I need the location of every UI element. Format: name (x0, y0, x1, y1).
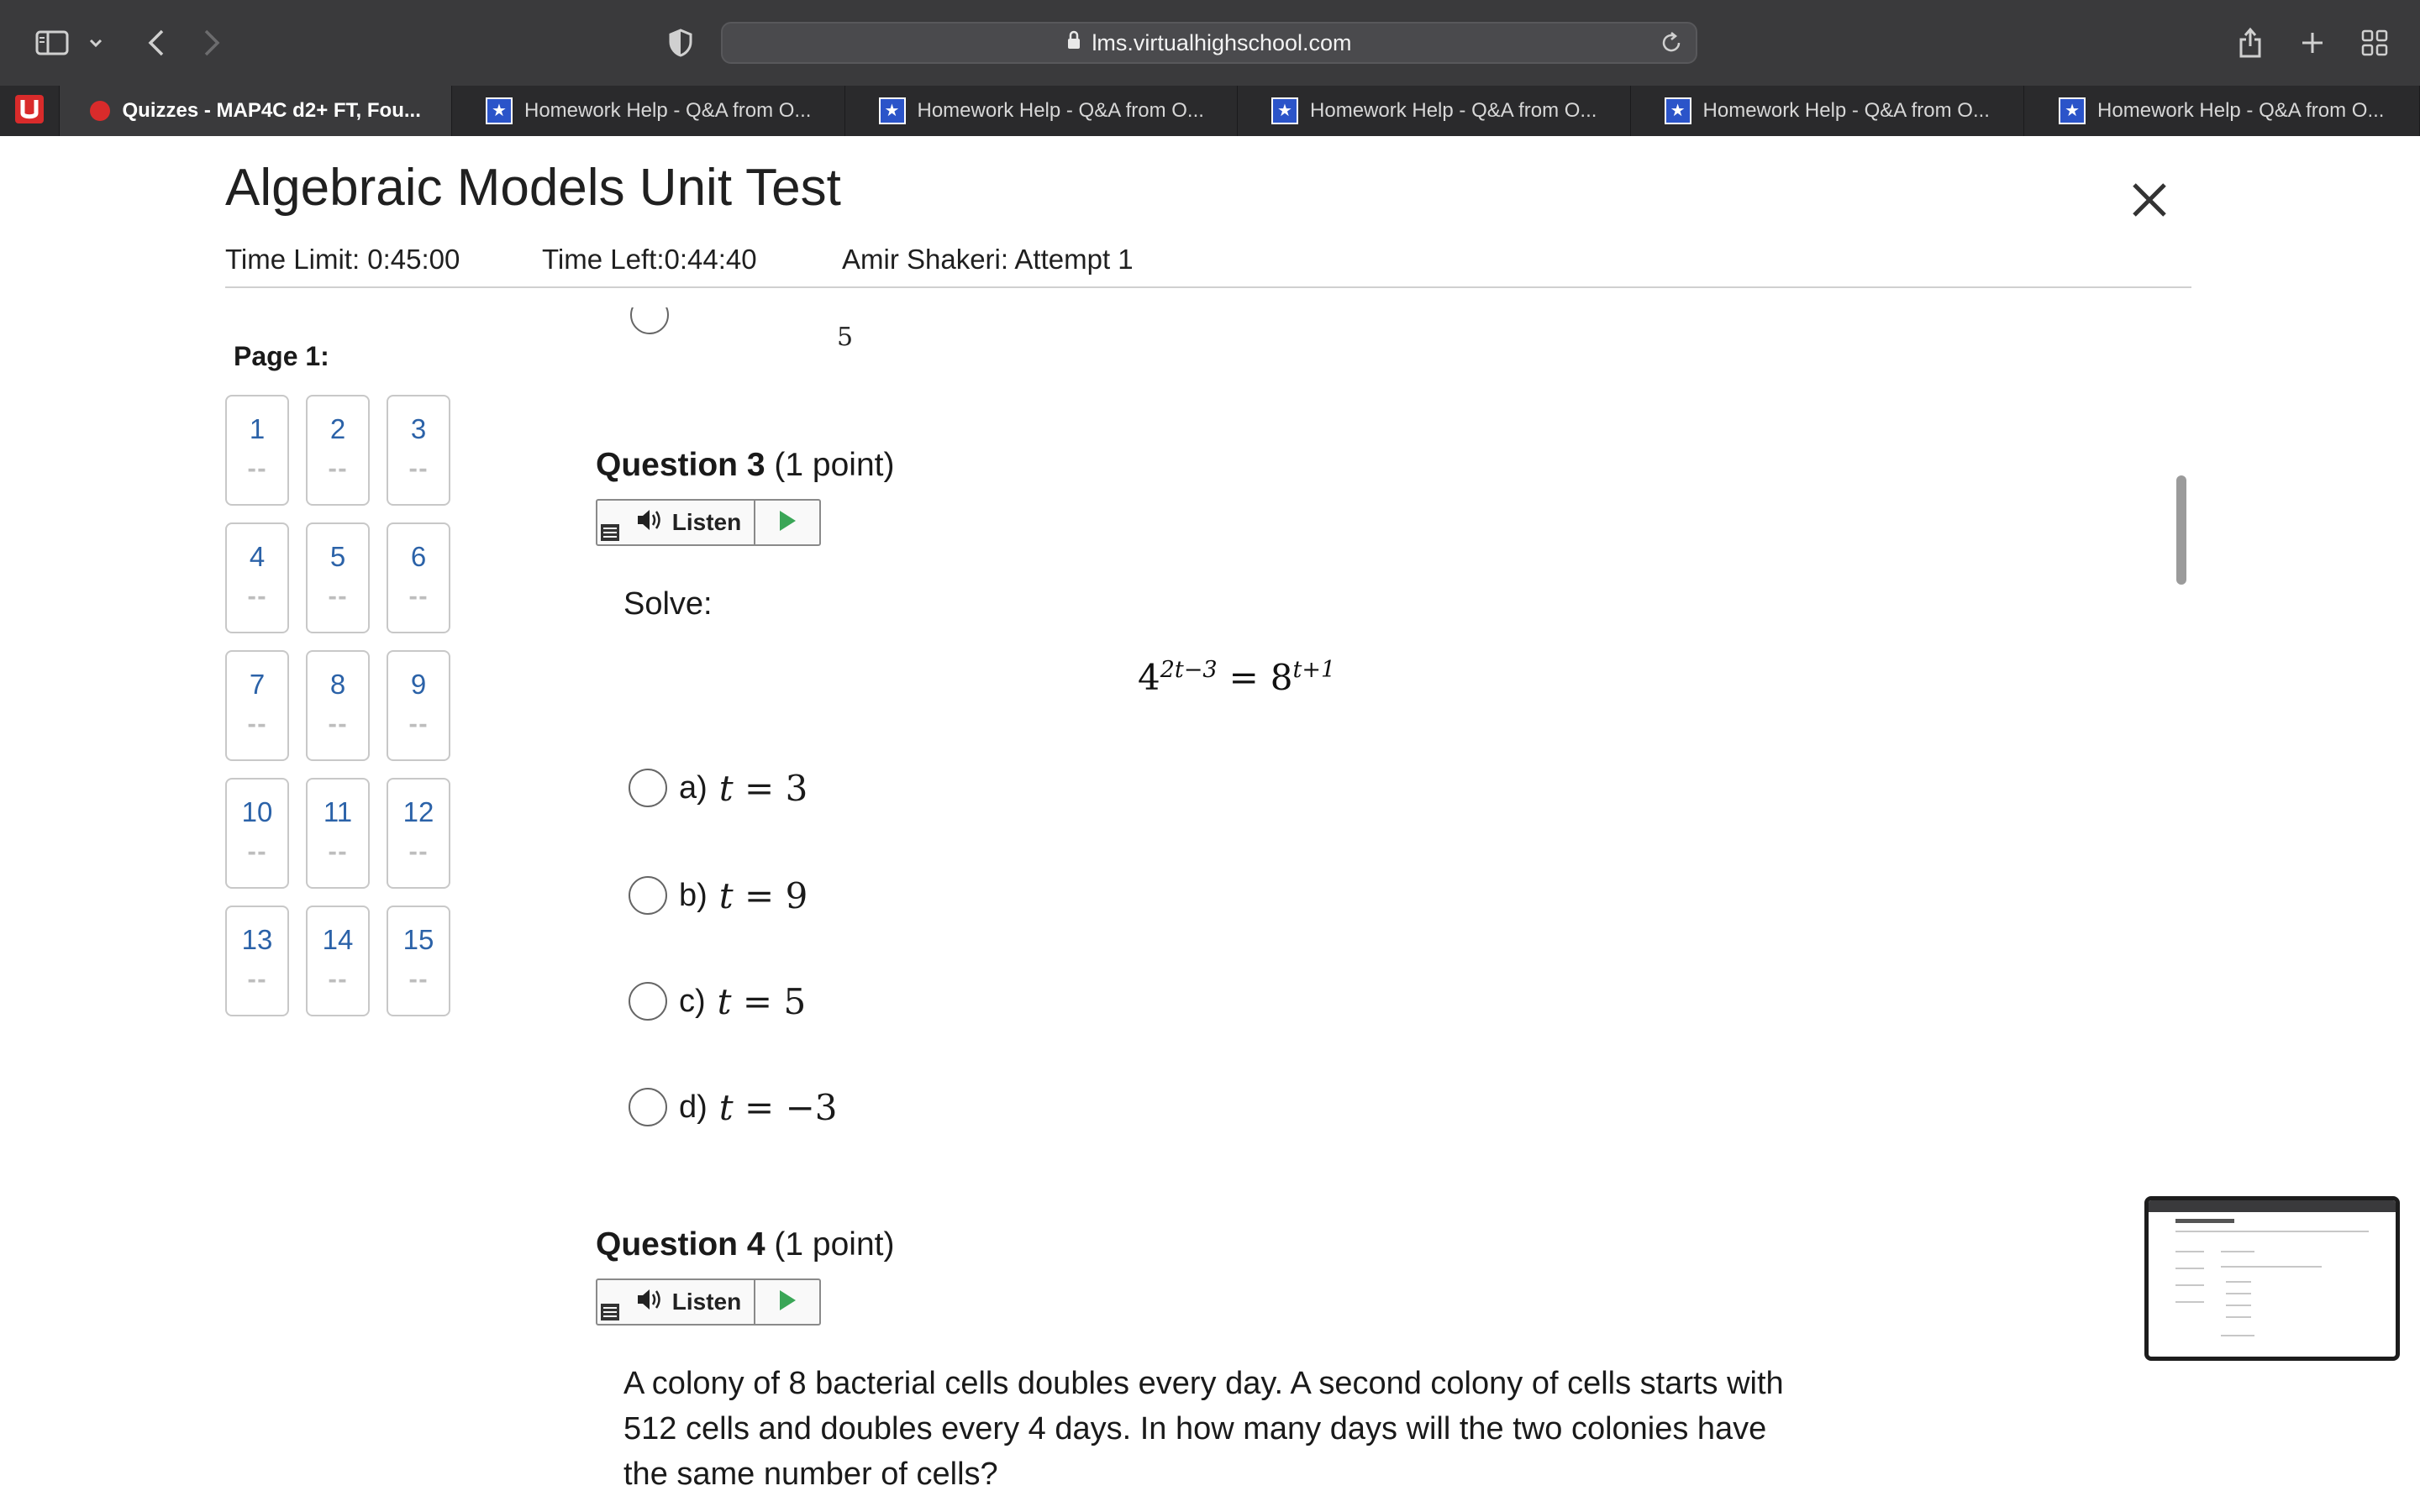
address-bar[interactable] (721, 22, 1697, 64)
question-nav-number: 7 (249, 669, 266, 700)
star-badge-icon: ★ (486, 97, 513, 124)
tab-bar (0, 86, 2420, 136)
question-nav-number: 5 (329, 541, 346, 572)
answer-status: -- (247, 712, 267, 738)
tab-overview-icon[interactable] (2358, 22, 2391, 64)
play-button[interactable] (754, 501, 819, 544)
equation-base: 8 (1270, 657, 1293, 698)
question-points: (1 point) (774, 1226, 895, 1263)
previous-option-tail: 5 (837, 323, 854, 352)
question-nav-button[interactable] (306, 778, 370, 889)
answer-status: -- (408, 712, 429, 738)
answer-status: -- (328, 585, 348, 610)
option-eq: = (742, 980, 773, 1022)
option-math (719, 875, 808, 916)
option-value: 9 (785, 874, 808, 916)
question-nav-button[interactable] (225, 906, 289, 1016)
answer-status: -- (247, 840, 267, 865)
question-navigator (225, 395, 450, 1016)
tab-homework-help-5[interactable] (2024, 86, 2420, 136)
tab-quizzes[interactable] (60, 86, 453, 136)
answer-status: -- (408, 840, 429, 865)
sidebar-toggle-icon[interactable] (34, 22, 71, 64)
option-math (718, 981, 807, 1022)
answer-status: -- (247, 457, 267, 482)
radio-button[interactable] (629, 876, 667, 915)
forward-icon[interactable] (195, 22, 229, 64)
radio-button[interactable] (629, 982, 667, 1021)
question-nav-number: 14 (322, 924, 354, 955)
tab-label: Homework Help - Q&A from O... (1310, 99, 1597, 122)
lock-icon (1066, 30, 1081, 56)
answer-status: -- (328, 457, 348, 482)
question-nav-button[interactable] (387, 906, 450, 1016)
question-nav-number: 1 (249, 413, 266, 444)
question-nav-number: 6 (410, 541, 427, 572)
url-text: lms.virtualhighschool.com (1092, 29, 1352, 55)
question-points: (1 point) (774, 447, 895, 483)
previous-option-radio[interactable] (629, 307, 669, 338)
question-nav-number: 13 (241, 924, 273, 955)
equation-base: 4 (1138, 657, 1160, 698)
star-badge-icon: ★ (1271, 97, 1298, 124)
option-var: t (717, 980, 732, 1022)
menu-icon[interactable] (597, 1280, 623, 1324)
question-nav-button[interactable] (225, 522, 289, 633)
page-title: Algebraic Models Unit Test (225, 159, 841, 217)
question-nav-button[interactable] (306, 522, 370, 633)
share-icon[interactable] (2233, 22, 2267, 64)
question-prompt: A colony of 8 bacterial cells doubles every day. A second colony of cells starts with 512 cells and doubles every 4 days. In how many days will the two colonies have the same number of cells? (623, 1366, 1784, 1492)
star-badge-icon: ★ (2059, 97, 2086, 124)
answer-status: -- (247, 585, 267, 610)
question-nav-button[interactable] (225, 395, 289, 506)
option-var: t (718, 767, 734, 809)
question-nav-number: 2 (329, 413, 346, 444)
question-nav-number: 8 (329, 669, 346, 700)
tab-homework-help-3[interactable] (1238, 86, 1631, 136)
option-letter: c) (679, 983, 706, 1019)
radio-button[interactable] (629, 1088, 667, 1126)
browser-toolbar (0, 0, 2420, 86)
speaker-icon (635, 1287, 664, 1318)
listen-button[interactable] (623, 501, 754, 544)
privacy-shield-icon[interactable] (666, 22, 696, 64)
answer-option-a[interactable] (629, 766, 808, 810)
close-icon (2131, 181, 2168, 222)
option-letter: d) (679, 1089, 708, 1125)
option-var: t (718, 1086, 734, 1128)
question-nav-number: 10 (241, 796, 273, 827)
option-letter: a) (679, 769, 708, 806)
question-nav-button[interactable] (225, 778, 289, 889)
question-nav-button[interactable] (387, 650, 450, 761)
option-math (719, 768, 808, 809)
answer-status: -- (328, 840, 348, 865)
equation-equals: = (1228, 657, 1259, 698)
question-nav-number: 9 (410, 669, 427, 700)
listen-button[interactable] (623, 1280, 754, 1324)
pinned-site-logo-icon (15, 95, 44, 127)
listen-label: Listen (671, 509, 742, 535)
answer-option-c[interactable] (629, 979, 806, 1023)
answer-status: -- (408, 457, 429, 482)
reload-icon[interactable] (1659, 30, 1684, 59)
option-letter: b) (679, 877, 708, 913)
question-nav-number: 12 (402, 796, 434, 827)
pinned-tab[interactable] (0, 86, 60, 136)
play-icon (778, 1289, 797, 1315)
back-icon[interactable] (139, 22, 173, 64)
question-nav-button[interactable] (387, 778, 450, 889)
question-nav-number: 4 (249, 541, 266, 572)
answer-status: -- (328, 968, 348, 993)
time-left: Time Left:0:44:40 (542, 244, 757, 275)
red-dot-icon (90, 101, 110, 121)
tab-homework-help-1[interactable] (452, 86, 845, 136)
question-nav-number: 15 (402, 924, 434, 955)
question-nav-button[interactable] (225, 650, 289, 761)
listen-label: Listen (671, 1289, 742, 1315)
radio-button[interactable] (629, 769, 667, 807)
page-label: Page 1: (234, 341, 329, 371)
tab-homework-help-4[interactable] (1631, 86, 2024, 136)
tab-label: Homework Help - Q&A from O... (1702, 99, 1990, 122)
answer-status: -- (328, 712, 348, 738)
header-divider (225, 286, 2191, 288)
new-tab-icon[interactable] (2296, 22, 2329, 64)
speaker-icon (635, 507, 664, 538)
menu-icon[interactable] (597, 501, 623, 544)
equation-exponent: t+1 (1292, 657, 1336, 683)
answer-status: -- (408, 968, 429, 993)
question-nav-button[interactable] (387, 522, 450, 633)
question-title: Question 4 (596, 1226, 765, 1263)
question-nav-number: 3 (410, 413, 427, 444)
chevron-down-icon[interactable] (86, 22, 106, 64)
option-eq: = (744, 874, 775, 916)
answer-option-b[interactable] (629, 874, 808, 917)
question-nav-button[interactable] (387, 395, 450, 506)
tab-label: Quizzes - MAP4C d2+ FT, Fou... (122, 99, 421, 122)
tab-label: Homework Help - Q&A from O... (523, 99, 812, 122)
time-limit: Time Limit: 0:45:00 (225, 244, 460, 275)
option-math (719, 1087, 838, 1128)
option-value: −3 (785, 1086, 838, 1128)
option-var: t (718, 874, 734, 916)
tab-homework-help-2[interactable] (845, 86, 1239, 136)
play-button[interactable] (754, 1280, 819, 1324)
question-nav-button[interactable] (306, 395, 370, 506)
question-nav-number: 11 (323, 796, 353, 827)
scrollbar-thumb[interactable] (2176, 475, 2186, 585)
screenshot-thumbnail[interactable] (2144, 1196, 2400, 1361)
equation-exponent: 2t−3 (1160, 657, 1218, 683)
question-nav-button[interactable] (306, 906, 370, 1016)
tab-label: Homework Help - Q&A from O... (917, 99, 1204, 122)
equation (1138, 657, 1335, 698)
listen-toolbar (596, 1278, 821, 1326)
question-prompt: Solve: (623, 586, 713, 622)
answer-option-d[interactable] (629, 1085, 838, 1129)
listen-toolbar (596, 499, 821, 546)
question-3-heading (596, 447, 894, 484)
answer-status: -- (408, 585, 429, 610)
star-badge-icon: ★ (1665, 97, 1691, 124)
star-badge-icon: ★ (879, 97, 906, 124)
close-button[interactable] (2126, 178, 2173, 225)
option-value: 3 (785, 767, 808, 809)
answer-status: -- (247, 968, 267, 993)
tab-label: Homework Help - Q&A from O... (2097, 99, 2385, 122)
attempt-info: Amir Shakeri: Attempt 1 (842, 244, 1134, 275)
question-4-heading (596, 1226, 894, 1263)
question-title: Question 3 (596, 447, 765, 483)
option-value: 5 (783, 980, 807, 1022)
question-nav-button[interactable] (306, 650, 370, 761)
option-eq: = (744, 1086, 775, 1128)
option-eq: = (744, 767, 775, 809)
play-icon (778, 510, 797, 535)
